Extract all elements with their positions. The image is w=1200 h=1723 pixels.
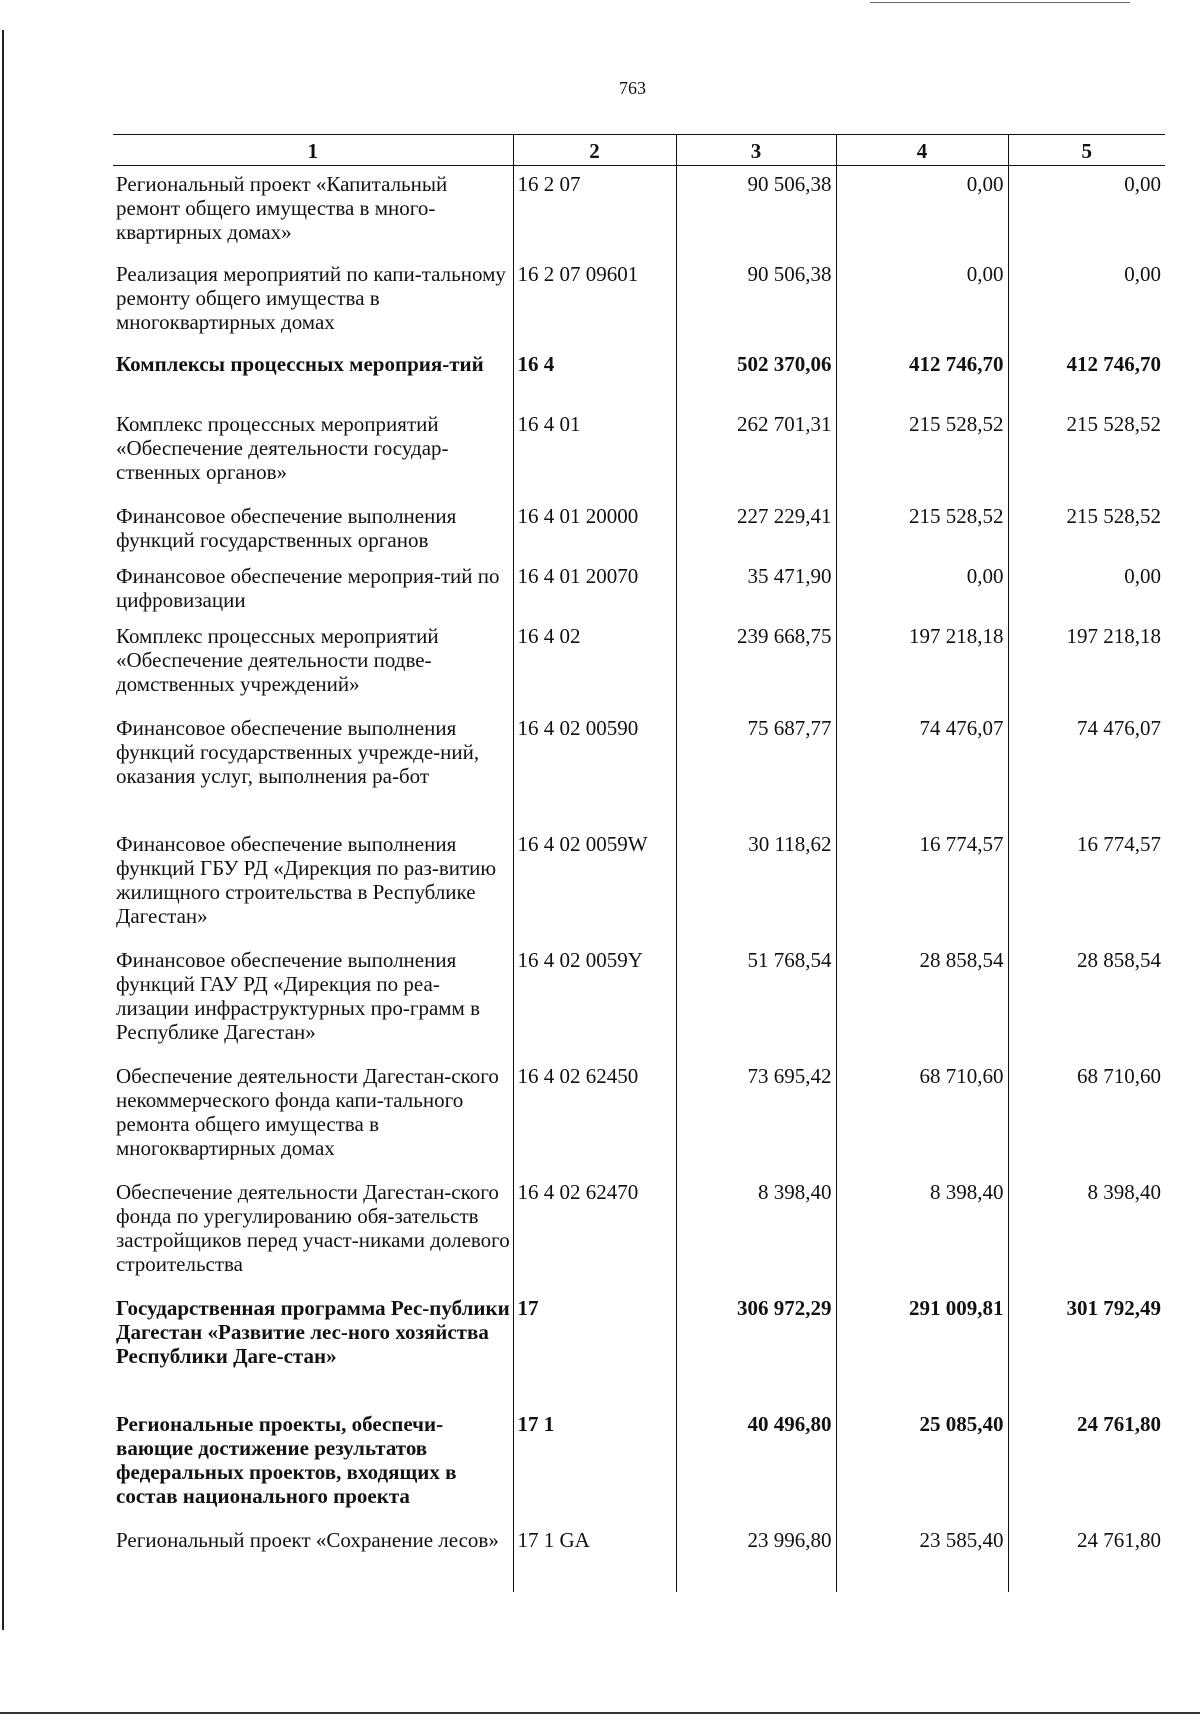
table-row [113,618,1165,710]
row-code: 16 2 07 09601 [513,256,676,346]
row-value-4: 215 528,52 [836,406,1008,498]
row-name: Финансовое обеспечение мероприя-тий по цифровизации [116,563,500,612]
row-code: 17 1 [513,1406,676,1522]
row-value-5: 24 761,80 [1008,1522,1165,1592]
row-name: Комплекс процессных мероприятий «Обеспечение деятельности государ-ственных органов» [116,411,449,484]
row-value-5: 215 528,52 [1008,498,1165,558]
column-header-5: 5 [1008,135,1165,166]
row-code: 16 4 02 62470 [513,1174,676,1290]
row-value-5: 0,00 [1008,558,1165,618]
row-value-5: 197 218,18 [1008,618,1165,710]
row-value-3: 239 668,75 [676,618,836,710]
row-code: 16 4 01 [513,406,676,498]
row-value-3: 8 398,40 [676,1174,836,1290]
row-value-5: 0,00 [1008,256,1165,346]
column-header-2: 2 [513,135,676,166]
row-value-4: 25 085,40 [836,1406,1008,1522]
row-value-4: 197 218,18 [836,618,1008,710]
scan-edge-top [870,2,1130,3]
row-value-3: 51 768,54 [676,942,836,1058]
row-code: 16 4 01 20070 [513,558,676,618]
row-value-5: 8 398,40 [1008,1174,1165,1290]
row-value-4: 74 476,07 [836,710,1008,826]
column-header-4: 4 [836,135,1008,166]
scan-edge-bottom [0,1712,1200,1714]
row-value-3: 262 701,31 [676,406,836,498]
row-value-5: 0,00 [1008,166,1165,256]
row-code: 16 4 [513,346,676,406]
row-code: 16 4 01 20000 [513,498,676,558]
table-body [113,166,1165,1592]
table-row [113,1406,1165,1522]
scan-edge-left [2,30,4,1630]
table-row [113,942,1165,1058]
table-row [113,498,1165,558]
row-name: Государственная программа Рес-публики Дагестан «Развитие лес-ного хозяйства Республики Даге-стан» [116,1295,510,1368]
row-code: 16 4 02 0059Y [513,942,676,1058]
row-name: Финансовое обеспечение выполнения функций государственных органов [116,503,457,552]
row-value-5: 16 774,57 [1008,826,1165,942]
row-value-5: 412 746,70 [1008,346,1165,406]
header-row [113,135,1165,166]
row-value-3: 30 118,62 [676,826,836,942]
row-value-4: 215 528,52 [836,498,1008,558]
table-row [113,1290,1165,1406]
row-value-4: 23 585,40 [836,1522,1008,1592]
row-value-4: 412 746,70 [836,346,1008,406]
row-value-5: 74 476,07 [1008,710,1165,826]
table-row [113,346,1165,406]
row-name: Финансовое обеспечение выполнения функций государственных учрежде-ний, оказания услуг, выполнения ра-бот [116,715,480,788]
row-value-3: 23 996,80 [676,1522,836,1592]
table-row [113,406,1165,498]
row-value-4: 16 774,57 [836,826,1008,942]
row-value-5: 215 528,52 [1008,406,1165,498]
row-value-4: 68 710,60 [836,1058,1008,1174]
row-value-4: 8 398,40 [836,1174,1008,1290]
table-row [113,1522,1165,1592]
row-value-3: 40 496,80 [676,1406,836,1522]
row-name: Региональные проекты, обеспечи-вающие достижение результатов федеральных проектов, входящих в состав национального проекта [116,1411,457,1508]
row-value-3: 502 370,06 [676,346,836,406]
row-value-4: 0,00 [836,256,1008,346]
row-name: Финансовое обеспечение выполнения функций ГБУ РД «Дирекция по раз-витию жилищного строительства в Республике Дагестан» [116,831,497,928]
column-header-1: 1 [113,135,513,166]
page-number: 763 [619,78,646,98]
row-code: 16 4 02 62450 [513,1058,676,1174]
row-code: 16 2 07 [513,166,676,256]
row-name: Комплексы процессных мероприя-тий [116,351,484,376]
row-value-3: 73 695,42 [676,1058,836,1174]
row-value-3: 90 506,38 [676,256,836,346]
row-name: Региональный проект «Капитальный ремонт общего имущества в много-квартирных домах» [116,172,448,244]
row-value-3: 35 471,90 [676,558,836,618]
row-code: 16 4 02 00590 [513,710,676,826]
row-value-3: 227 229,41 [676,498,836,558]
row-value-4: 28 858,54 [836,942,1008,1058]
row-value-5: 68 710,60 [1008,1058,1165,1174]
table-row [113,1174,1165,1290]
table-row [113,826,1165,942]
row-value-5: 301 792,49 [1008,1290,1165,1406]
row-code: 16 4 02 0059W [513,826,676,942]
row-value-4: 291 009,81 [836,1290,1008,1406]
row-code: 16 4 02 [513,618,676,710]
column-header-3: 3 [676,135,836,166]
table-row [113,166,1165,256]
row-name: Реализация мероприятий по капи-тальному ремонту общего имущества в многоквартирных домах [116,261,506,334]
row-code: 17 [513,1290,676,1406]
table-row [113,710,1165,826]
row-code: 17 1 GA [513,1522,676,1592]
row-name: Обеспечение деятельности Дагестан-ского некоммерческого фонда капи-тального ремонта общего имущества в многоквартирных домах [116,1063,499,1160]
row-name: Обеспечение деятельности Дагестан-ского фонда по урегулированию обя-зательств застройщиков перед участ-никами долевого строительства [116,1179,510,1276]
table-row [113,1058,1165,1174]
table-row [113,256,1165,346]
row-value-4: 0,00 [836,166,1008,256]
row-value-5: 24 761,80 [1008,1406,1165,1522]
row-value-4: 0,00 [836,558,1008,618]
row-name: Региональный проект «Сохранение лесов» [116,1527,499,1552]
row-value-3: 90 506,38 [676,166,836,256]
row-value-3: 75 687,77 [676,710,836,826]
row-value-3: 306 972,29 [676,1290,836,1406]
row-name: Финансовое обеспечение выполнения функций ГАУ РД «Дирекция по реа-лизации инфраструктурных про-грамм в Республике Дагестан» [116,947,481,1044]
row-value-5: 28 858,54 [1008,942,1165,1058]
table-row [113,558,1165,618]
budget-table [113,134,1165,1592]
row-name: Комплекс процессных мероприятий «Обеспечение деятельности подве-домственных учреждений» [116,623,439,696]
